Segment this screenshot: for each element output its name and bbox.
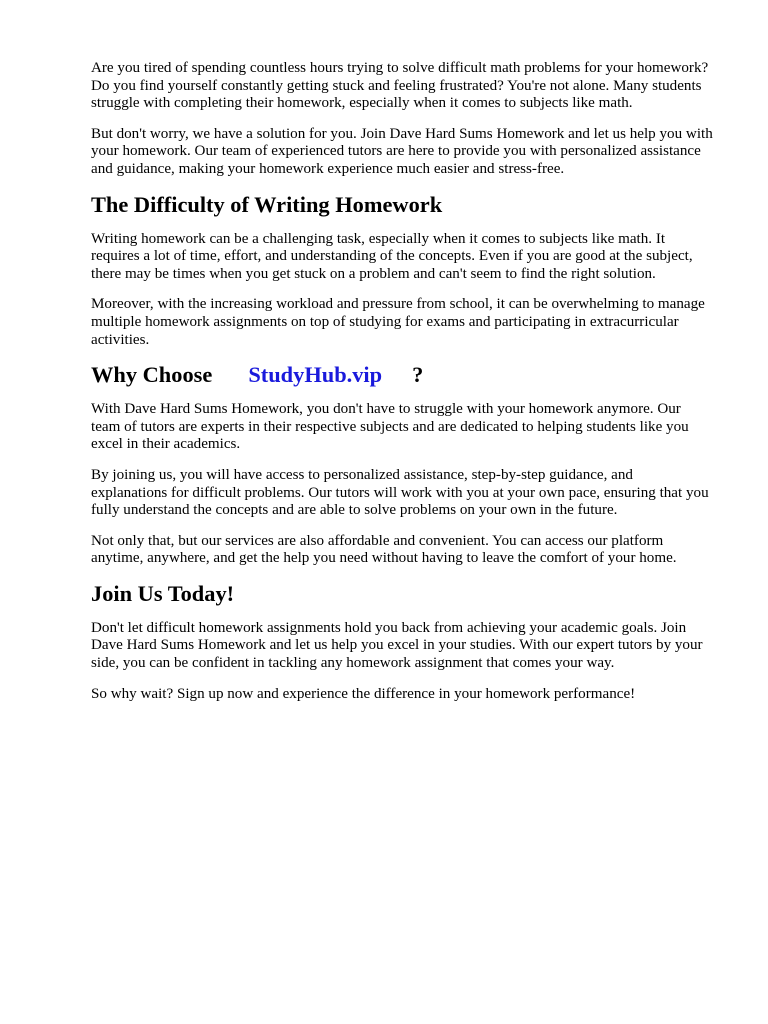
difficulty-paragraph-2: Moreover, with the increasing workload and pressure from school, it can be overwhelming to manage multiple homework assignments on top of studying for exams and participating in extracurricular activities. [91,296,705,348]
join-heading: Join Us Today! [91,580,235,606]
why-choose-heading-suffix: ? [412,362,424,388]
intro-paragraph-1: Are you tired of spending countless hours trying to solve difficult math problems for your homework? Do you find yourself constantly getting stuck and feeling frustrated? You're not alone. Many students struggle with completing their homework, especially when it comes to subjects like math. [91,60,709,112]
why-choose-heading [91,362,713,388]
why-paragraph-2: By joining us, you will have access to personalized assistance, step-by-step guidance, and explanations for difficult problems. Our tutors will work with you at your own pace, ensuring that you fully understand the concepts and are able to solve problems on your own in the future. [91,466,709,519]
document-page [91,60,713,716]
why-choose-heading-prefix: Why Choose [91,362,213,388]
difficulty-heading: The Difficulty of Writing Homework [91,191,443,217]
why-paragraph-3: Not only that, but our services are also affordable and convenient. You can access our platform anytime, anywhere, and get the help you need without having to leave the comfort of your home. [91,532,677,567]
why-paragraph-1: With Dave Hard Sums Homework, you don't have to struggle with your homework anymore. Our team of tutors are experts in their respective subjects and are dedicated to helping students like you excel in their academics. [91,401,689,453]
join-paragraph-1: Don't let difficult homework assignments hold you back from achieving your academic goals. Join Dave Hard Sums Homework and let us help you excel in your studies. With our expert tutors by your side, you can be confident in tackling any homework assignment that comes your way. [91,619,703,672]
join-paragraph-2: So why wait? Sign up now and experience the difference in your homework performance! [91,685,636,702]
difficulty-paragraph-1: Writing homework can be a challenging task, especially when it comes to subjects like math. It requires a lot of time, effort, and understanding of the concepts. Even if you are good at the subject, there may be times when you get stuck on a problem and can't seem to find the right solution. [91,230,693,282]
studyhub-link[interactable]: StudyHub.vip [248,362,383,388]
intro-paragraph-2: But don't worry, we have a solution for you. Join Dave Hard Sums Homework and let us help you with your homework. Our team of experienced tutors are here to provide you with personalized assistance and guidance, making your homework experience much easier and stress-free. [91,125,713,177]
